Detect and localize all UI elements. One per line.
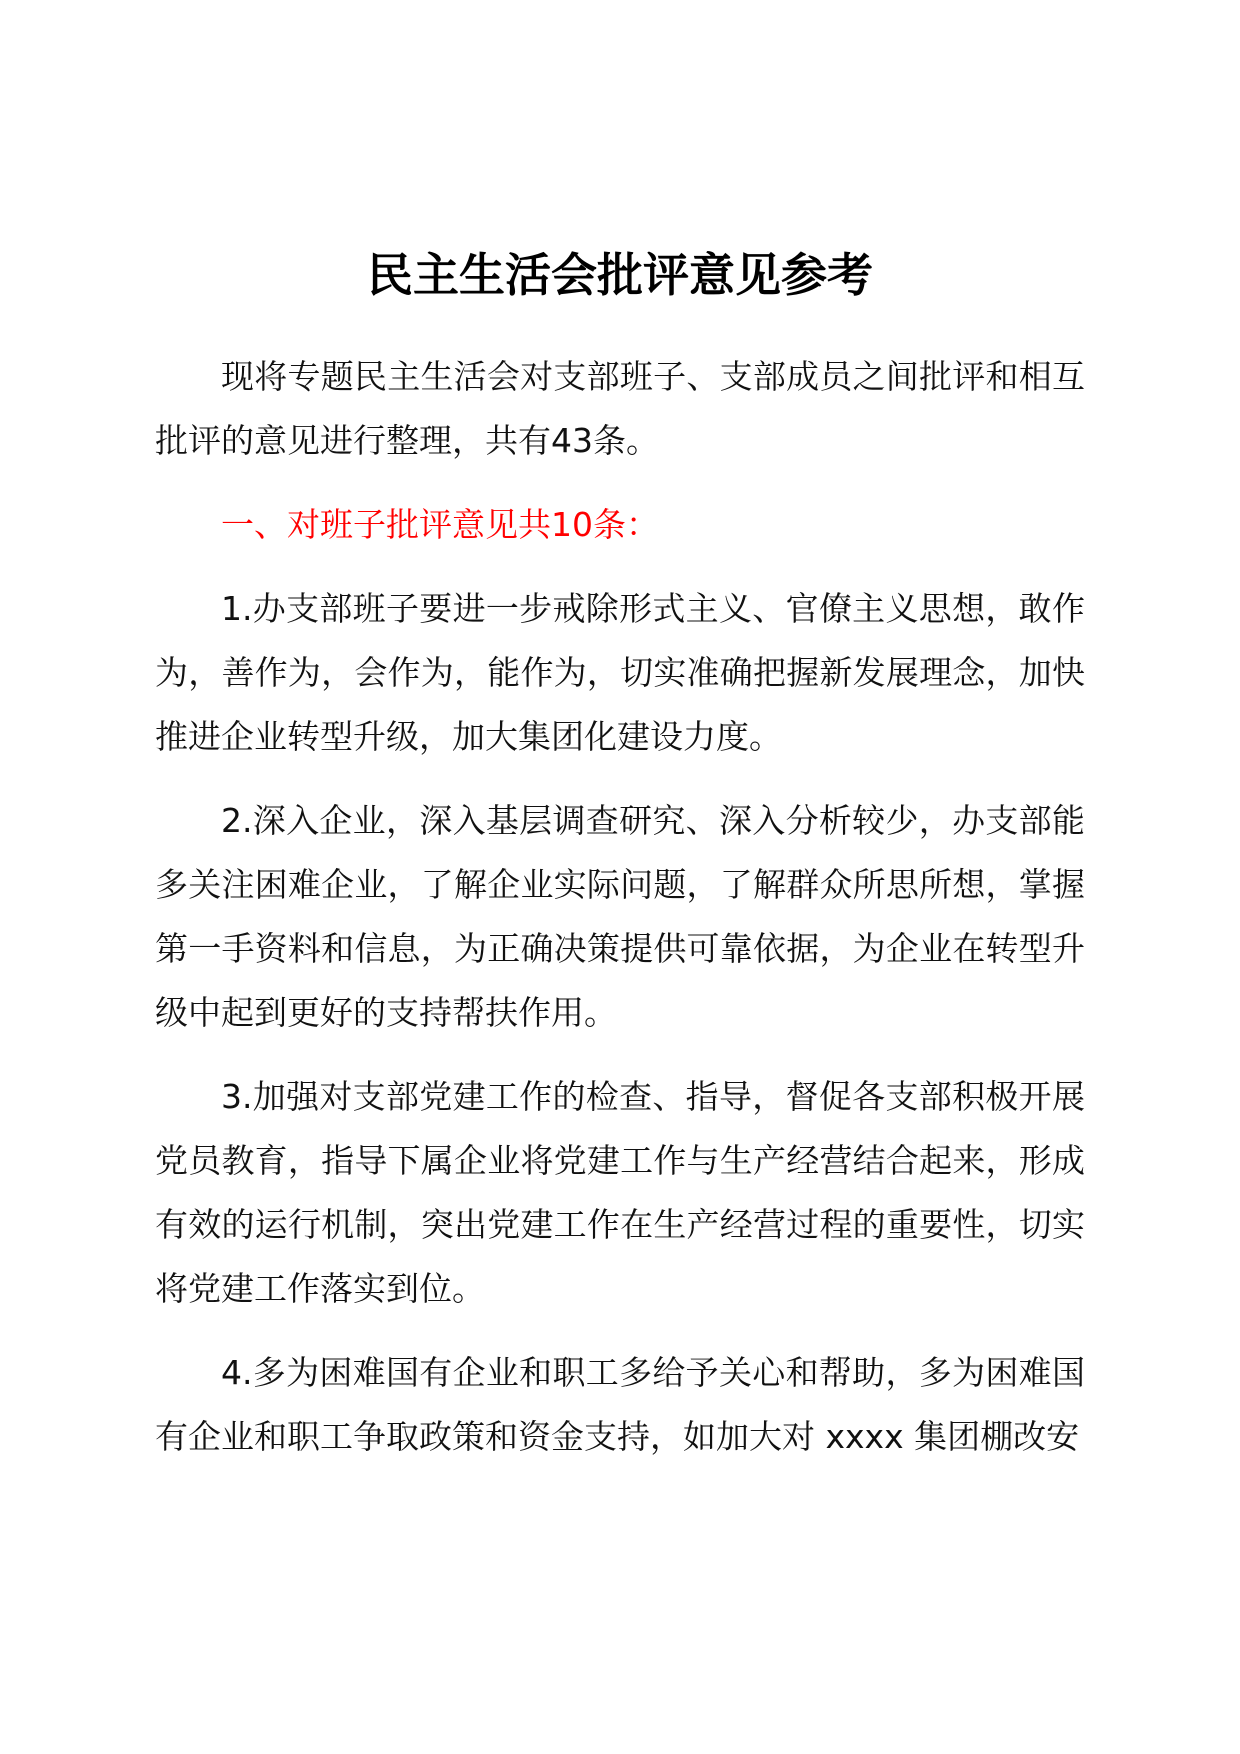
intro-paragraph: 现将专题民主生活会对支部班子、支部成员之间批评和相互批评的意见进行整理，共有43条。 xyxy=(155,357,1085,460)
list-item: 4.多为困难国有企业和职工多给予关心和帮助，多为困难国有企业和职工争取政策和资金支持，如加大对 xxxx 集团棚改安 xyxy=(155,1353,1085,1456)
document-title: 民主生活会批评意见参考 xyxy=(367,248,873,302)
section-heading: 一、对班子批评意见共10条： xyxy=(221,505,659,544)
list-item: 1.办支部班子要进一步戒除形式主义、官僚主义思想，敢作为，善作为，会作为，能作为，切实准确把握新发展理念，加快推进企业转型升级，加大集团化建设力度。 xyxy=(155,589,1085,756)
list-item: 3.加强对支部党建工作的检查、指导，督促各支部积极开展党员教育，指导下属企业将党建工作与生产经营结合起来，形成有效的运行机制，突出党建工作在生产经营过程的重要性，切实将党建工作落实到位。 xyxy=(155,1077,1085,1308)
document-body xyxy=(155,345,1085,1489)
list-item: 2.深入企业，深入基层调查研究、深入分析较少，办支部能多关注困难企业，了解企业实际问题，了解群众所思所想，掌握第一手资料和信息，为正确决策提供可靠依据，为企业在转型升级中起到更好的支持帮扶作用。 xyxy=(155,801,1085,1032)
